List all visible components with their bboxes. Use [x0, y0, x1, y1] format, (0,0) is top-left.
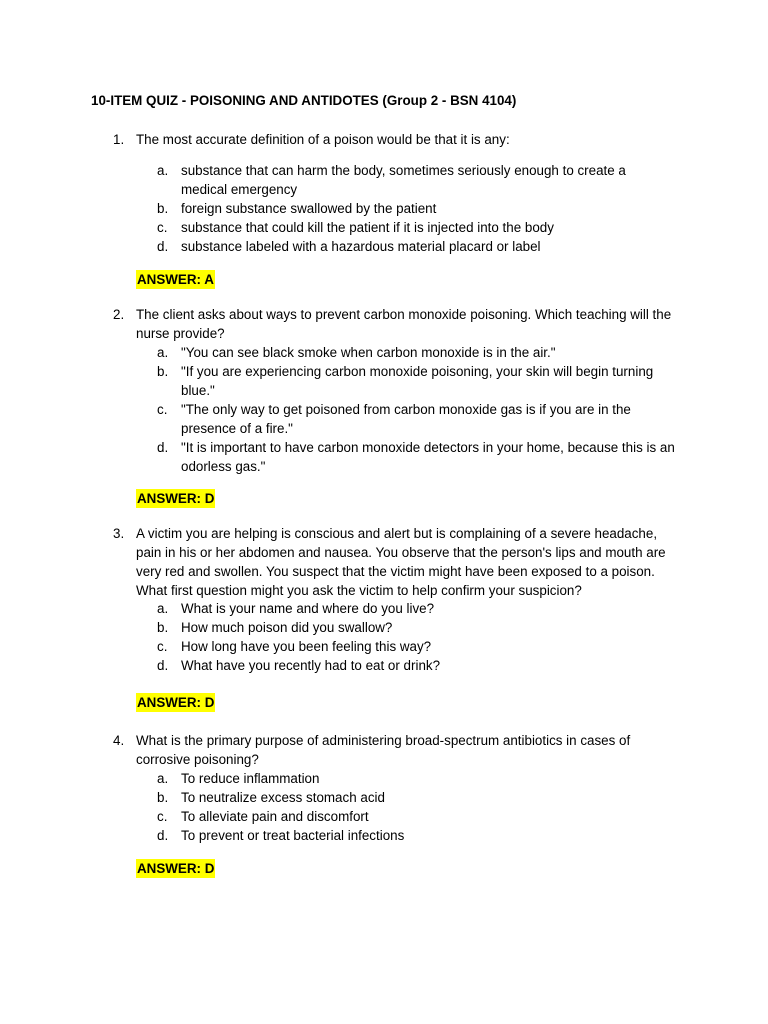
question-number: 4.	[113, 733, 125, 748]
option-letter: d.	[157, 658, 169, 673]
option-text: How much poison did you swallow?	[181, 620, 393, 635]
option-a	[113, 769, 683, 788]
option-letter: a.	[157, 771, 169, 786]
question-text: What is the primary purpose of administering broad-spectrum antibiotics in cases of corrosive poisoning?	[136, 733, 631, 767]
option-letter: b.	[157, 201, 169, 216]
answer-label: ANSWER: A	[137, 272, 214, 287]
option-text: To neutralize excess stomach acid	[181, 790, 385, 805]
option-c	[113, 637, 683, 656]
option-letter: b.	[157, 620, 169, 635]
option-b	[113, 362, 683, 400]
option-b	[113, 788, 683, 807]
question-1-options	[113, 161, 683, 256]
option-text: "If you are experiencing carbon monoxide poisoning, your skin will begin turning blue."	[181, 364, 654, 398]
option-b	[113, 199, 683, 218]
option-letter: a.	[157, 163, 169, 178]
option-c	[113, 807, 683, 826]
option-a	[113, 161, 683, 199]
option-d	[113, 656, 683, 675]
option-d	[113, 237, 683, 256]
answer-label: ANSWER: D	[137, 695, 215, 710]
option-text: What is your name and where do you live?	[181, 601, 435, 616]
option-letter: b.	[157, 364, 169, 379]
option-d	[113, 826, 683, 845]
question-text: The client asks about ways to prevent carbon monoxide poisoning. Which teaching will the nurse provide?	[136, 307, 672, 341]
question-number: 1.	[113, 132, 125, 147]
option-d	[113, 438, 683, 476]
option-letter: a.	[157, 601, 169, 616]
option-text: To reduce inflammation	[181, 771, 320, 786]
option-text: foreign substance swallowed by the patient	[181, 201, 437, 216]
quiz-title: 10-ITEM QUIZ - POISONING AND ANTIDOTES (Group 2 - BSN 4104)	[91, 93, 517, 108]
question-text: A victim you are helping is conscious and alert but is complaining of a severe headache, pain in his or her abdomen and nausea. You observe that the person's lips and mouth are very red and swollen. You suspect that the victim might have been exposed to a poison. What first question might you ask the victim to help confirm your suspicion?	[136, 526, 666, 598]
question-text: The most accurate definition of a poison would be that it is any:	[136, 132, 510, 147]
option-text: How long have you been feeling this way?	[181, 639, 432, 654]
option-a	[113, 599, 683, 618]
option-text: To alleviate pain and discomfort	[181, 809, 369, 824]
option-a	[113, 343, 683, 362]
option-text: To prevent or treat bacterial infections	[181, 828, 405, 843]
option-letter: d.	[157, 828, 169, 843]
question-2-options	[113, 343, 683, 476]
option-text: substance that can harm the body, sometimes seriously enough to create a medical emergency	[181, 163, 626, 197]
option-letter: c.	[157, 220, 168, 235]
question-3-options	[113, 599, 683, 675]
option-c	[113, 218, 683, 237]
answer-label: ANSWER: D	[137, 491, 215, 506]
option-text: substance labeled with a hazardous material placard or label	[181, 239, 541, 254]
option-text: "You can see black smoke when carbon monoxide is in the air."	[181, 345, 556, 360]
question-number: 3.	[113, 526, 125, 541]
option-letter: c.	[157, 639, 168, 654]
answer-label: ANSWER: D	[137, 861, 215, 876]
option-letter: c.	[157, 809, 168, 824]
option-text: "The only way to get poisoned from carbon monoxide gas is if you are in the presence of a fire."	[181, 402, 631, 436]
option-text: What have you recently had to eat or drink?	[181, 658, 441, 673]
option-letter: c.	[157, 402, 168, 417]
option-text: substance that could kill the patient if it is injected into the body	[181, 220, 554, 235]
question-number: 2.	[113, 307, 125, 322]
option-letter: b.	[157, 790, 169, 805]
option-c	[113, 400, 683, 438]
option-b	[113, 618, 683, 637]
question-4-options	[113, 769, 683, 845]
option-text: "It is important to have carbon monoxide detectors in your home, because this is an odorless gas."	[181, 440, 675, 474]
option-letter: d.	[157, 440, 169, 455]
option-letter: d.	[157, 239, 169, 254]
option-letter: a.	[157, 345, 169, 360]
